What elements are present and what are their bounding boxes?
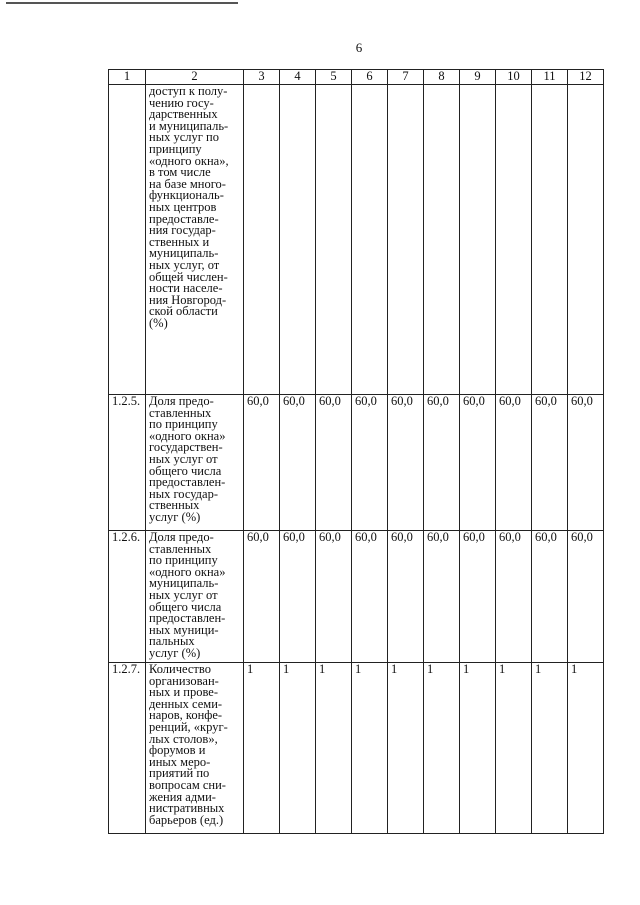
indicator-name-line: Доля предо- (149, 394, 214, 408)
value-cell: 60,0 (424, 395, 460, 531)
indicator-name-line: общего числа (149, 599, 222, 614)
indicator-name (146, 663, 244, 834)
value-cell: 60,0 (352, 395, 388, 531)
indicator-name-line: ных услуг, от (149, 257, 220, 272)
indicator-name-line: пальных (149, 634, 195, 649)
indicator-name-line: муниципаль- (149, 246, 219, 261)
header-cell: 3 (244, 70, 280, 85)
value-cell: 60,0 (496, 531, 532, 663)
indicator-name-line: в том числе (149, 165, 211, 180)
header-cell: 10 (496, 70, 532, 85)
indicator-name-line: (%) (149, 315, 168, 330)
value-cell: 1 (568, 663, 604, 834)
indicator-name-line: ных государ- (149, 486, 219, 501)
header-cell: 7 (388, 70, 424, 85)
table-row (109, 531, 604, 663)
header-cell: 2 (146, 70, 244, 85)
indicator-name (146, 395, 244, 531)
value-cell: 60,0 (496, 395, 532, 531)
indicator-name-line: предоставле- (149, 211, 219, 226)
indicator-name-line: ных услуг по (149, 130, 219, 145)
header-row (109, 70, 604, 85)
indicator-name-line: ных услуг от (149, 451, 218, 466)
page-number: 6 (355, 40, 363, 55)
value-cell: 60,0 (280, 395, 316, 531)
indicator-name-line: вопросам сни- (149, 777, 226, 792)
row-number: 1.2.7. (109, 663, 146, 834)
value-cell: 60,0 (568, 395, 604, 531)
indicator-name-line: форумов и (149, 743, 206, 758)
value-cell: 1 (244, 663, 280, 834)
value-cell: 60,0 (460, 531, 496, 663)
indicator-name-line: «одного окна» (149, 564, 226, 579)
indicator-name-line: ской области (149, 304, 218, 319)
indicator-name-line: предоставлен- (149, 611, 226, 626)
indicator-name-line: на базе много- (149, 176, 226, 191)
indicator-name-line: ставленных (149, 405, 212, 420)
table-row (109, 395, 604, 531)
table-row (109, 663, 604, 834)
value-cell (424, 85, 460, 395)
indicator-name-line: «одного окна», (149, 153, 229, 168)
value-cell: 1 (280, 663, 316, 834)
value-cell (568, 85, 604, 395)
row-number: 1.2.5. (109, 395, 146, 531)
header-cell: 1 (109, 70, 146, 85)
header-cell: 5 (316, 70, 352, 85)
indicator-name-line: ставленных (149, 541, 212, 556)
indicator-name-line: ния Новгород- (149, 292, 227, 307)
indicator-name-line: чению госу- (149, 95, 214, 110)
indicator-name-line: общего числа (149, 463, 222, 478)
value-cell: 60,0 (568, 531, 604, 663)
top-rule (6, 2, 238, 4)
indicator-name-line: услуг (%) (149, 645, 201, 660)
value-cell: 60,0 (424, 531, 460, 663)
table-row (109, 85, 604, 395)
header-cell: 12 (568, 70, 604, 85)
value-cell: 1 (496, 663, 532, 834)
value-cell (352, 85, 388, 395)
indicator-name-line: муниципаль- (149, 576, 219, 591)
value-cell: 1 (532, 663, 568, 834)
indicator-name-line: ренций, «круг- (149, 719, 228, 734)
row-number (109, 85, 146, 395)
value-cell (496, 85, 532, 395)
value-cell: 60,0 (388, 531, 424, 663)
indicator-name-line: ных муници- (149, 622, 219, 637)
indicator-name-line: ственных и (149, 234, 210, 249)
value-cell: 60,0 (460, 395, 496, 531)
value-cell (388, 85, 424, 395)
indicator-name-line: приятий по (149, 766, 210, 781)
indicator-name-line: денных семи- (149, 696, 223, 711)
value-cell: 1 (460, 663, 496, 834)
value-cell: 1 (388, 663, 424, 834)
indicator-name-line: ния государ- (149, 223, 216, 238)
indicator-name-line: по принципу (149, 417, 218, 432)
value-cell: 1 (316, 663, 352, 834)
indicator-name-line: Доля предо- (149, 530, 214, 544)
indicator-name-line: и муниципаль- (149, 118, 229, 133)
indicator-name-line: государствен- (149, 440, 223, 455)
value-cell (460, 85, 496, 395)
value-cell: 60,0 (388, 395, 424, 531)
indicator-name-line: по принципу (149, 553, 218, 568)
indicator-name (146, 531, 244, 663)
indicator-name-line: принципу (149, 141, 202, 156)
value-cell: 60,0 (244, 531, 280, 663)
indicator-name-line: доступ к полу- (149, 84, 228, 98)
indicators-table (108, 69, 604, 834)
value-cell: 60,0 (352, 531, 388, 663)
indicator-name-line: жения адми- (149, 789, 216, 804)
value-cell: 1 (424, 663, 460, 834)
indicator-name-line: функциональ- (149, 188, 224, 203)
indicator-name-line: общей числен- (149, 269, 228, 284)
indicator-name-line: ных центров (149, 199, 217, 214)
indicator-name-line: услуг (%) (149, 509, 201, 524)
value-cell (280, 85, 316, 395)
value-cell: 60,0 (532, 395, 568, 531)
value-cell: 60,0 (316, 395, 352, 531)
value-cell (532, 85, 568, 395)
indicator-name-line: барьеров (ед.) (149, 812, 224, 827)
indicator-name-line: «одного окна» (149, 428, 226, 443)
indicator-name-line: иных меро- (149, 754, 211, 769)
value-cell: 60,0 (280, 531, 316, 663)
header-cell: 11 (532, 70, 568, 85)
indicator-name-line: наров, конфе- (149, 708, 223, 723)
value-cell (244, 85, 280, 395)
value-cell: 60,0 (244, 395, 280, 531)
value-cell: 1 (352, 663, 388, 834)
header-cell: 8 (424, 70, 460, 85)
header-cell: 9 (460, 70, 496, 85)
indicator-name-line: организован- (149, 673, 219, 688)
value-cell: 60,0 (316, 531, 352, 663)
indicator-name-line: ности населе- (149, 281, 223, 296)
value-cell: 60,0 (532, 531, 568, 663)
row-number: 1.2.6. (109, 531, 146, 663)
indicator-name-line: дарственных (149, 107, 218, 122)
header-cell: 4 (280, 70, 316, 85)
header-cell: 6 (352, 70, 388, 85)
indicator-name-line: лых столов», (149, 731, 218, 746)
indicator-name-line: ных и прове- (149, 685, 219, 700)
indicator-name-line: предоставлен- (149, 475, 226, 490)
indicator-name (146, 85, 244, 395)
value-cell (316, 85, 352, 395)
indicator-name-line: нистративных (149, 801, 225, 816)
indicator-name-line: ственных (149, 498, 200, 513)
indicator-name-line: Количество (149, 662, 211, 676)
indicator-name-line: ных услуг от (149, 587, 218, 602)
